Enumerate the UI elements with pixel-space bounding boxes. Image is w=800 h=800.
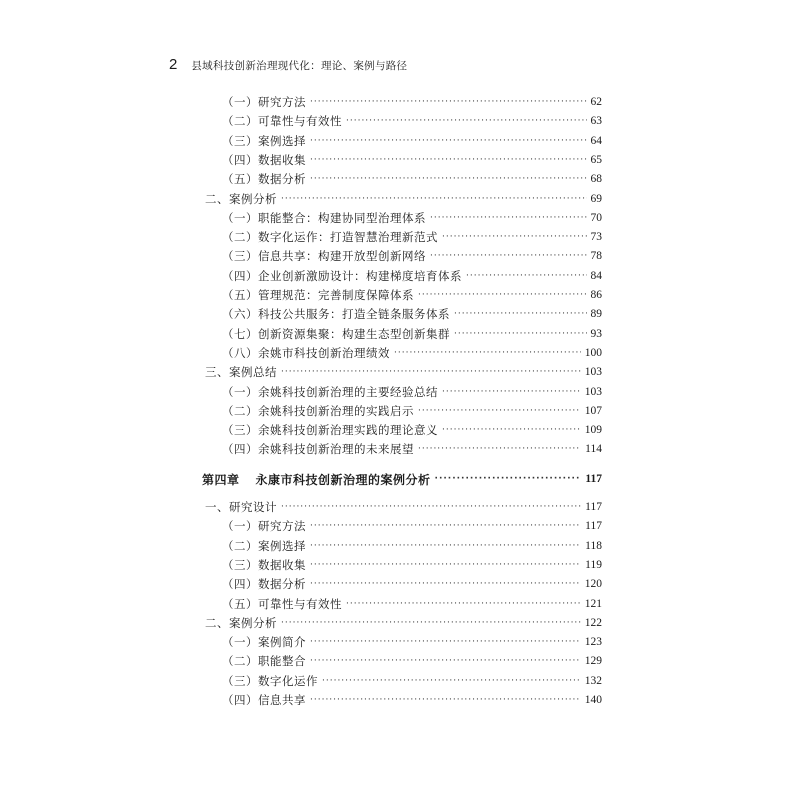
toc-entry bbox=[222, 209, 602, 227]
toc-entry-page: 118 bbox=[585, 540, 602, 552]
toc-entry-title: （二）余姚科技创新治理的实践启示 bbox=[222, 404, 414, 418]
leader-dots bbox=[418, 444, 581, 454]
toc-entry-title: （四）数据分析 bbox=[222, 577, 306, 591]
toc-entry-page: 129 bbox=[584, 655, 602, 667]
toc-entry-page: 78 bbox=[590, 250, 602, 262]
toc-entry bbox=[222, 652, 602, 670]
toc-entry-page: 119 bbox=[585, 559, 602, 571]
toc-entry-title: （三）信息共享：构建开放型创新网络 bbox=[222, 249, 426, 263]
leader-dots bbox=[430, 251, 587, 261]
leader-dots bbox=[430, 213, 587, 223]
toc-entry-title: （五）可靠性与有效性 bbox=[222, 597, 342, 611]
toc-entry-page: 103 bbox=[584, 366, 602, 378]
toc-entry-page: 68 bbox=[590, 173, 602, 185]
toc-entry-title: （三）数据收集 bbox=[222, 558, 306, 572]
toc-entry bbox=[205, 190, 602, 208]
leader-dots bbox=[346, 599, 581, 609]
leader-dots bbox=[394, 348, 581, 358]
toc-entry-page: 70 bbox=[590, 212, 602, 224]
leader-dots bbox=[281, 194, 587, 204]
toc-entry-page: 86 bbox=[590, 289, 602, 301]
toc-chapter-entry bbox=[202, 470, 602, 488]
toc-entry-page: 121 bbox=[584, 598, 602, 610]
leader-dots bbox=[442, 232, 587, 242]
toc-entry-title: （三）余姚科技创新治理实践的理论意义 bbox=[222, 423, 438, 437]
toc-entry-title: （四）余姚科技创新治理的未来展望 bbox=[222, 442, 414, 456]
toc-entry-page: 69 bbox=[590, 193, 602, 205]
toc-entry-page: 107 bbox=[584, 405, 602, 417]
toc-entry bbox=[222, 402, 602, 420]
toc-entry bbox=[222, 112, 602, 130]
toc-entry-title: （一）研究方法 bbox=[222, 95, 306, 109]
toc-entry bbox=[222, 228, 602, 246]
toc-entry-page: 132 bbox=[584, 675, 602, 687]
toc-entry bbox=[222, 691, 602, 709]
leader-dots bbox=[310, 541, 581, 551]
leader-dots bbox=[454, 329, 587, 339]
leader-dots bbox=[310, 579, 581, 589]
toc-entry bbox=[222, 672, 602, 690]
toc-entry-title: （二）案例选择 bbox=[222, 539, 306, 553]
toc-entry bbox=[222, 344, 602, 362]
toc-entry bbox=[222, 286, 602, 304]
toc-entry bbox=[205, 498, 602, 516]
toc-entry bbox=[222, 440, 602, 458]
toc-entry bbox=[222, 305, 602, 323]
leader-dots bbox=[310, 521, 581, 531]
toc-entry-page: 93 bbox=[590, 328, 602, 340]
toc-entry-page: 73 bbox=[590, 231, 602, 243]
toc-entry-page: 64 bbox=[590, 135, 602, 147]
toc-entry-title: （一）研究方法 bbox=[222, 519, 306, 533]
toc-entry bbox=[222, 633, 602, 651]
toc-entry-title: 一、研究设计 bbox=[205, 500, 277, 514]
toc-entry-page: 120 bbox=[584, 578, 602, 590]
toc-entry-title: （八）余姚市科技创新治理绩效 bbox=[222, 346, 390, 360]
toc-entry bbox=[222, 247, 602, 265]
toc-entry-title: （一）职能整合：构建协同型治理体系 bbox=[222, 211, 426, 225]
leader-dots bbox=[310, 155, 587, 165]
toc-entry-title: 二、案例分析 bbox=[205, 616, 277, 630]
toc-entry-title: 永康市科技创新治理的案例分析 bbox=[255, 472, 431, 487]
toc-entry-page: 117 bbox=[585, 520, 602, 532]
toc-entry-page: 65 bbox=[590, 154, 602, 166]
toc-entry bbox=[222, 267, 602, 285]
leader-dots bbox=[281, 367, 581, 377]
toc-entry bbox=[222, 325, 602, 343]
toc-entry-page: 84 bbox=[590, 270, 602, 282]
leader-dots bbox=[442, 387, 581, 397]
toc-entry-page: 123 bbox=[584, 636, 602, 648]
chapter-label: 第四章 bbox=[202, 472, 240, 487]
leader-dots bbox=[281, 618, 581, 628]
toc-entry-title: （三）案例选择 bbox=[222, 134, 306, 148]
toc-entry bbox=[222, 595, 602, 613]
leader-dots bbox=[454, 309, 587, 319]
toc-entry-title: （六）科技公共服务：打造全链条服务体系 bbox=[222, 307, 450, 321]
leader-dots bbox=[281, 502, 581, 512]
page-header bbox=[169, 56, 407, 76]
toc-entry-page: 100 bbox=[584, 347, 602, 359]
toc-entry bbox=[205, 614, 602, 632]
toc-entry bbox=[222, 93, 602, 111]
toc-entry-title: （一）余姚科技创新治理的主要经验总结 bbox=[222, 385, 438, 399]
toc-entry bbox=[222, 575, 602, 593]
toc-entry bbox=[205, 363, 602, 381]
toc-entry bbox=[222, 132, 602, 150]
toc-entry-page: 109 bbox=[584, 424, 602, 436]
leader-dots bbox=[346, 116, 587, 126]
toc-entry-title: （五）数据分析 bbox=[222, 172, 306, 186]
toc-entry-title: （二）职能整合 bbox=[222, 654, 306, 668]
toc-entry-page: 103 bbox=[584, 386, 602, 398]
leader-dots bbox=[435, 474, 582, 484]
toc-entry bbox=[222, 151, 602, 169]
toc-entry-page: 89 bbox=[590, 308, 602, 320]
leader-dots bbox=[466, 271, 587, 281]
toc-entry-title: （四）数据收集 bbox=[222, 153, 306, 167]
toc-entry-page: 114 bbox=[585, 443, 602, 455]
toc-entry-page: 63 bbox=[590, 115, 602, 127]
toc-entry-title: （五）管理规范：完善制度保障体系 bbox=[222, 288, 414, 302]
toc-entry-page: 117 bbox=[585, 473, 602, 485]
toc-entry-title: （四）企业创新激励设计：构建梯度培育体系 bbox=[222, 269, 462, 283]
toc-entry-title: 二、案例分析 bbox=[205, 192, 277, 206]
toc-entry-page: 117 bbox=[585, 501, 602, 513]
leader-dots bbox=[310, 560, 581, 570]
toc-entry-title: （三）数字化运作 bbox=[222, 674, 318, 688]
toc-entry-title: （二）数字化运作：打造智慧治理新范式 bbox=[222, 230, 438, 244]
toc-entry bbox=[222, 556, 602, 574]
running-title: 县域科技创新治理现代化：理论、案例与路径 bbox=[191, 60, 408, 72]
toc-entry bbox=[222, 537, 602, 555]
toc-entry-title: （四）信息共享 bbox=[222, 693, 306, 707]
toc-entry-page: 62 bbox=[590, 96, 602, 108]
toc-entry bbox=[222, 517, 602, 535]
leader-dots bbox=[418, 290, 587, 300]
leader-dots bbox=[310, 136, 587, 146]
leader-dots bbox=[310, 97, 587, 107]
page-number: 2 bbox=[169, 56, 178, 73]
toc-entry-page: 140 bbox=[584, 694, 602, 706]
toc-entry-page: 122 bbox=[584, 617, 602, 629]
toc-entry-title: 三、案例总结 bbox=[205, 365, 277, 379]
leader-dots bbox=[418, 406, 581, 416]
leader-dots bbox=[310, 174, 587, 184]
leader-dots bbox=[310, 637, 581, 647]
leader-dots bbox=[442, 425, 581, 435]
toc-entry-title: （一）案例简介 bbox=[222, 635, 306, 649]
leader-dots bbox=[310, 656, 581, 666]
toc-entry bbox=[222, 421, 602, 439]
toc-entry bbox=[222, 170, 602, 188]
toc-entry bbox=[222, 383, 602, 401]
leader-dots bbox=[322, 676, 581, 686]
leader-dots bbox=[310, 695, 581, 705]
toc-entry-title: （七）创新资源集聚：构建生态型创新集群 bbox=[222, 327, 450, 341]
toc-entry-title: （二）可靠性与有效性 bbox=[222, 114, 342, 128]
